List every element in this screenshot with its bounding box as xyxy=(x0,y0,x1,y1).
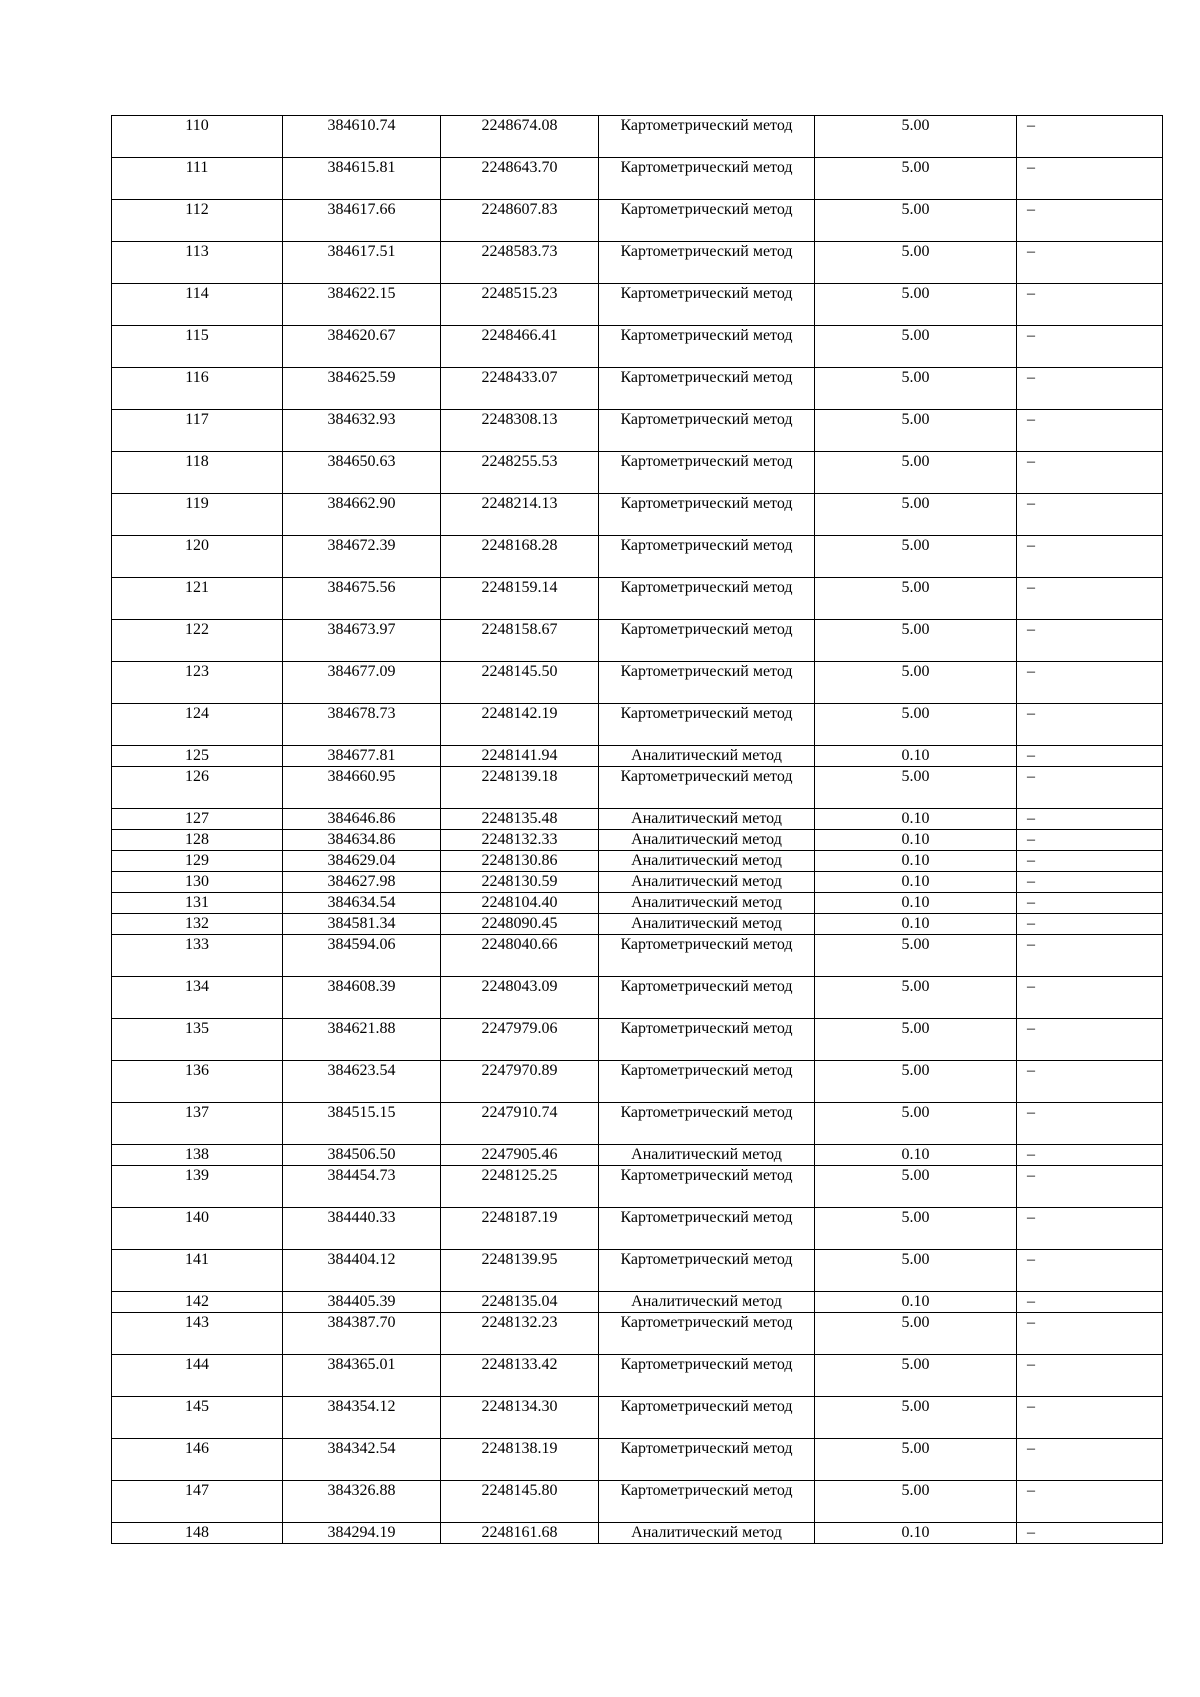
point-number-cell: 111 xyxy=(112,158,283,200)
point-number-cell: 144 xyxy=(112,1355,283,1397)
point-number-cell: 131 xyxy=(112,893,283,914)
description-cell: – xyxy=(1017,1292,1163,1313)
x-coordinate-cell: 384629.04 xyxy=(283,851,441,872)
point-number-cell: 133 xyxy=(112,935,283,977)
accuracy-cell: 5.00 xyxy=(815,200,1017,242)
y-coordinate-cell: 2248255.53 xyxy=(441,452,599,494)
method-cell: Картометрический метод xyxy=(599,284,815,326)
table-row xyxy=(112,1313,1163,1355)
point-number-cell: 147 xyxy=(112,1481,283,1523)
point-number-cell: 117 xyxy=(112,410,283,452)
x-coordinate-cell: 384354.12 xyxy=(283,1397,441,1439)
x-coordinate-cell: 384634.54 xyxy=(283,893,441,914)
accuracy-cell: 5.00 xyxy=(815,578,1017,620)
table-row xyxy=(112,410,1163,452)
x-coordinate-cell: 384387.70 xyxy=(283,1313,441,1355)
table-row xyxy=(112,1397,1163,1439)
point-number-cell: 137 xyxy=(112,1103,283,1145)
x-coordinate-cell: 384617.51 xyxy=(283,242,441,284)
x-coordinate-cell: 384506.50 xyxy=(283,1145,441,1166)
description-cell: – xyxy=(1017,767,1163,809)
description-cell: – xyxy=(1017,1397,1163,1439)
table-row xyxy=(112,494,1163,536)
y-coordinate-cell: 2248133.42 xyxy=(441,1355,599,1397)
table-row xyxy=(112,1439,1163,1481)
accuracy-cell: 0.10 xyxy=(815,872,1017,893)
accuracy-cell: 5.00 xyxy=(815,1061,1017,1103)
method-cell: Картометрический метод xyxy=(599,1355,815,1397)
y-coordinate-cell: 2248674.08 xyxy=(441,116,599,158)
method-cell: Картометрический метод xyxy=(599,935,815,977)
description-cell: – xyxy=(1017,368,1163,410)
accuracy-cell: 0.10 xyxy=(815,914,1017,935)
description-cell: – xyxy=(1017,494,1163,536)
table-row xyxy=(112,830,1163,851)
description-cell: – xyxy=(1017,1439,1163,1481)
point-number-cell: 119 xyxy=(112,494,283,536)
x-coordinate-cell: 384672.39 xyxy=(283,536,441,578)
table-row xyxy=(112,1061,1163,1103)
point-number-cell: 139 xyxy=(112,1166,283,1208)
point-number-cell: 124 xyxy=(112,704,283,746)
method-cell: Аналитический метод xyxy=(599,1523,815,1544)
x-coordinate-cell: 384677.81 xyxy=(283,746,441,767)
table-row xyxy=(112,1292,1163,1313)
y-coordinate-cell: 2247979.06 xyxy=(441,1019,599,1061)
table-row xyxy=(112,704,1163,746)
y-coordinate-cell: 2248135.48 xyxy=(441,809,599,830)
accuracy-cell: 5.00 xyxy=(815,410,1017,452)
point-number-cell: 118 xyxy=(112,452,283,494)
y-coordinate-cell: 2248132.33 xyxy=(441,830,599,851)
description-cell: – xyxy=(1017,1355,1163,1397)
point-number-cell: 134 xyxy=(112,977,283,1019)
coordinates-table xyxy=(111,115,1163,1544)
accuracy-cell: 5.00 xyxy=(815,1019,1017,1061)
description-cell: – xyxy=(1017,1145,1163,1166)
x-coordinate-cell: 384677.09 xyxy=(283,662,441,704)
method-cell: Картометрический метод xyxy=(599,1481,815,1523)
y-coordinate-cell: 2248130.59 xyxy=(441,872,599,893)
x-coordinate-cell: 384632.93 xyxy=(283,410,441,452)
x-coordinate-cell: 384634.86 xyxy=(283,830,441,851)
y-coordinate-cell: 2248132.23 xyxy=(441,1313,599,1355)
method-cell: Картометрический метод xyxy=(599,242,815,284)
method-cell: Картометрический метод xyxy=(599,1166,815,1208)
method-cell: Картометрический метод xyxy=(599,326,815,368)
accuracy-cell: 0.10 xyxy=(815,1292,1017,1313)
description-cell: – xyxy=(1017,452,1163,494)
accuracy-cell: 5.00 xyxy=(815,767,1017,809)
point-number-cell: 120 xyxy=(112,536,283,578)
accuracy-cell: 5.00 xyxy=(815,158,1017,200)
description-cell: – xyxy=(1017,536,1163,578)
description-cell: – xyxy=(1017,1523,1163,1544)
accuracy-cell: 5.00 xyxy=(815,1250,1017,1292)
method-cell: Картометрический метод xyxy=(599,1397,815,1439)
table-row xyxy=(112,767,1163,809)
table-row xyxy=(112,368,1163,410)
method-cell: Аналитический метод xyxy=(599,893,815,914)
table-row xyxy=(112,977,1163,1019)
y-coordinate-cell: 2248142.19 xyxy=(441,704,599,746)
method-cell: Картометрический метод xyxy=(599,1061,815,1103)
description-cell: – xyxy=(1017,809,1163,830)
y-coordinate-cell: 2248134.30 xyxy=(441,1397,599,1439)
x-coordinate-cell: 384622.15 xyxy=(283,284,441,326)
method-cell: Картометрический метод xyxy=(599,536,815,578)
method-cell: Картометрический метод xyxy=(599,578,815,620)
point-number-cell: 110 xyxy=(112,116,283,158)
y-coordinate-cell: 2248139.18 xyxy=(441,767,599,809)
accuracy-cell: 5.00 xyxy=(815,662,1017,704)
accuracy-cell: 5.00 xyxy=(815,452,1017,494)
table-row xyxy=(112,1481,1163,1523)
description-cell: – xyxy=(1017,830,1163,851)
accuracy-cell: 0.10 xyxy=(815,1523,1017,1544)
table-row xyxy=(112,452,1163,494)
accuracy-cell: 0.10 xyxy=(815,809,1017,830)
accuracy-cell: 5.00 xyxy=(815,1397,1017,1439)
x-coordinate-cell: 384646.86 xyxy=(283,809,441,830)
method-cell: Аналитический метод xyxy=(599,914,815,935)
description-cell: – xyxy=(1017,242,1163,284)
accuracy-cell: 5.00 xyxy=(815,536,1017,578)
point-number-cell: 140 xyxy=(112,1208,283,1250)
x-coordinate-cell: 384610.74 xyxy=(283,116,441,158)
description-cell: – xyxy=(1017,1208,1163,1250)
description-cell: – xyxy=(1017,1313,1163,1355)
description-cell: – xyxy=(1017,977,1163,1019)
description-cell: – xyxy=(1017,1061,1163,1103)
x-coordinate-cell: 384623.54 xyxy=(283,1061,441,1103)
y-coordinate-cell: 2247970.89 xyxy=(441,1061,599,1103)
y-coordinate-cell: 2248145.50 xyxy=(441,662,599,704)
description-cell: – xyxy=(1017,284,1163,326)
y-coordinate-cell: 2248141.94 xyxy=(441,746,599,767)
x-coordinate-cell: 384627.98 xyxy=(283,872,441,893)
y-coordinate-cell: 2248138.19 xyxy=(441,1439,599,1481)
point-number-cell: 138 xyxy=(112,1145,283,1166)
point-number-cell: 114 xyxy=(112,284,283,326)
point-number-cell: 122 xyxy=(112,620,283,662)
x-coordinate-cell: 384440.33 xyxy=(283,1208,441,1250)
method-cell: Картометрический метод xyxy=(599,662,815,704)
accuracy-cell: 0.10 xyxy=(815,851,1017,872)
table-row xyxy=(112,578,1163,620)
table-row xyxy=(112,1355,1163,1397)
accuracy-cell: 5.00 xyxy=(815,326,1017,368)
table-row xyxy=(112,242,1163,284)
x-coordinate-cell: 384617.66 xyxy=(283,200,441,242)
x-coordinate-cell: 384294.19 xyxy=(283,1523,441,1544)
method-cell: Аналитический метод xyxy=(599,746,815,767)
y-coordinate-cell: 2248139.95 xyxy=(441,1250,599,1292)
table-row xyxy=(112,809,1163,830)
point-number-cell: 145 xyxy=(112,1397,283,1439)
accuracy-cell: 5.00 xyxy=(815,1103,1017,1145)
point-number-cell: 148 xyxy=(112,1523,283,1544)
point-number-cell: 121 xyxy=(112,578,283,620)
point-number-cell: 128 xyxy=(112,830,283,851)
x-coordinate-cell: 384404.12 xyxy=(283,1250,441,1292)
accuracy-cell: 5.00 xyxy=(815,620,1017,662)
x-coordinate-cell: 384365.01 xyxy=(283,1355,441,1397)
point-number-cell: 125 xyxy=(112,746,283,767)
point-number-cell: 129 xyxy=(112,851,283,872)
y-coordinate-cell: 2248104.40 xyxy=(441,893,599,914)
accuracy-cell: 5.00 xyxy=(815,1439,1017,1481)
method-cell: Аналитический метод xyxy=(599,830,815,851)
table-row xyxy=(112,893,1163,914)
y-coordinate-cell: 2248158.67 xyxy=(441,620,599,662)
y-coordinate-cell: 2248161.68 xyxy=(441,1523,599,1544)
table-row xyxy=(112,935,1163,977)
x-coordinate-cell: 384405.39 xyxy=(283,1292,441,1313)
accuracy-cell: 5.00 xyxy=(815,368,1017,410)
accuracy-cell: 5.00 xyxy=(815,242,1017,284)
description-cell: – xyxy=(1017,872,1163,893)
method-cell: Картометрический метод xyxy=(599,368,815,410)
accuracy-cell: 5.00 xyxy=(815,935,1017,977)
description-cell: – xyxy=(1017,200,1163,242)
y-coordinate-cell: 2248130.86 xyxy=(441,851,599,872)
table-row xyxy=(112,116,1163,158)
y-coordinate-cell: 2248135.04 xyxy=(441,1292,599,1313)
point-number-cell: 123 xyxy=(112,662,283,704)
description-cell: – xyxy=(1017,116,1163,158)
table-row xyxy=(112,284,1163,326)
description-cell: – xyxy=(1017,158,1163,200)
y-coordinate-cell: 2248159.14 xyxy=(441,578,599,620)
description-cell: – xyxy=(1017,935,1163,977)
method-cell: Картометрический метод xyxy=(599,410,815,452)
method-cell: Картометрический метод xyxy=(599,704,815,746)
y-coordinate-cell: 2248607.83 xyxy=(441,200,599,242)
y-coordinate-cell: 2248515.23 xyxy=(441,284,599,326)
table-row xyxy=(112,914,1163,935)
description-cell: – xyxy=(1017,893,1163,914)
accuracy-cell: 5.00 xyxy=(815,284,1017,326)
y-coordinate-cell: 2247905.46 xyxy=(441,1145,599,1166)
description-cell: – xyxy=(1017,1166,1163,1208)
x-coordinate-cell: 384625.59 xyxy=(283,368,441,410)
method-cell: Картометрический метод xyxy=(599,1250,815,1292)
table-row xyxy=(112,1166,1163,1208)
table-row xyxy=(112,1019,1163,1061)
point-number-cell: 112 xyxy=(112,200,283,242)
table-row xyxy=(112,662,1163,704)
method-cell: Картометрический метод xyxy=(599,452,815,494)
table-row xyxy=(112,746,1163,767)
method-cell: Картометрический метод xyxy=(599,158,815,200)
y-coordinate-cell: 2248043.09 xyxy=(441,977,599,1019)
description-cell: – xyxy=(1017,851,1163,872)
accuracy-cell: 5.00 xyxy=(815,494,1017,536)
y-coordinate-cell: 2248040.66 xyxy=(441,935,599,977)
method-cell: Картометрический метод xyxy=(599,1313,815,1355)
x-coordinate-cell: 384620.67 xyxy=(283,326,441,368)
accuracy-cell: 0.10 xyxy=(815,830,1017,851)
point-number-cell: 116 xyxy=(112,368,283,410)
point-number-cell: 132 xyxy=(112,914,283,935)
x-coordinate-cell: 384673.97 xyxy=(283,620,441,662)
accuracy-cell: 5.00 xyxy=(815,116,1017,158)
x-coordinate-cell: 384678.73 xyxy=(283,704,441,746)
description-cell: – xyxy=(1017,662,1163,704)
description-cell: – xyxy=(1017,1019,1163,1061)
method-cell: Картометрический метод xyxy=(599,1103,815,1145)
accuracy-cell: 0.10 xyxy=(815,1145,1017,1166)
y-coordinate-cell: 2248466.41 xyxy=(441,326,599,368)
description-cell: – xyxy=(1017,1103,1163,1145)
table-row xyxy=(112,1103,1163,1145)
table-row xyxy=(112,200,1163,242)
table-row xyxy=(112,536,1163,578)
method-cell: Аналитический метод xyxy=(599,809,815,830)
method-cell: Картометрический метод xyxy=(599,1019,815,1061)
point-number-cell: 126 xyxy=(112,767,283,809)
y-coordinate-cell: 2247910.74 xyxy=(441,1103,599,1145)
description-cell: – xyxy=(1017,620,1163,662)
y-coordinate-cell: 2248168.28 xyxy=(441,536,599,578)
x-coordinate-cell: 384454.73 xyxy=(283,1166,441,1208)
y-coordinate-cell: 2248643.70 xyxy=(441,158,599,200)
description-cell: – xyxy=(1017,1481,1163,1523)
method-cell: Картометрический метод xyxy=(599,620,815,662)
method-cell: Картометрический метод xyxy=(599,1208,815,1250)
method-cell: Аналитический метод xyxy=(599,1292,815,1313)
description-cell: – xyxy=(1017,1250,1163,1292)
accuracy-cell: 5.00 xyxy=(815,1166,1017,1208)
method-cell: Картометрический метод xyxy=(599,767,815,809)
table-row xyxy=(112,326,1163,368)
table-row xyxy=(112,158,1163,200)
table-row xyxy=(112,1145,1163,1166)
description-cell: – xyxy=(1017,914,1163,935)
point-number-cell: 141 xyxy=(112,1250,283,1292)
accuracy-cell: 5.00 xyxy=(815,1313,1017,1355)
y-coordinate-cell: 2248145.80 xyxy=(441,1481,599,1523)
method-cell: Картометрический метод xyxy=(599,116,815,158)
accuracy-cell: 5.00 xyxy=(815,977,1017,1019)
x-coordinate-cell: 384608.39 xyxy=(283,977,441,1019)
x-coordinate-cell: 384660.95 xyxy=(283,767,441,809)
x-coordinate-cell: 384675.56 xyxy=(283,578,441,620)
table-row xyxy=(112,1523,1163,1544)
point-number-cell: 143 xyxy=(112,1313,283,1355)
point-number-cell: 127 xyxy=(112,809,283,830)
accuracy-cell: 0.10 xyxy=(815,746,1017,767)
accuracy-cell: 5.00 xyxy=(815,1208,1017,1250)
point-number-cell: 142 xyxy=(112,1292,283,1313)
table-row xyxy=(112,1250,1163,1292)
method-cell: Картометрический метод xyxy=(599,977,815,1019)
point-number-cell: 130 xyxy=(112,872,283,893)
y-coordinate-cell: 2248583.73 xyxy=(441,242,599,284)
table-row xyxy=(112,620,1163,662)
point-number-cell: 115 xyxy=(112,326,283,368)
x-coordinate-cell: 384662.90 xyxy=(283,494,441,536)
method-cell: Аналитический метод xyxy=(599,872,815,893)
x-coordinate-cell: 384342.54 xyxy=(283,1439,441,1481)
point-number-cell: 113 xyxy=(112,242,283,284)
method-cell: Картометрический метод xyxy=(599,1439,815,1481)
accuracy-cell: 0.10 xyxy=(815,893,1017,914)
description-cell: – xyxy=(1017,410,1163,452)
description-cell: – xyxy=(1017,746,1163,767)
table-row xyxy=(112,851,1163,872)
y-coordinate-cell: 2248433.07 xyxy=(441,368,599,410)
x-coordinate-cell: 384581.34 xyxy=(283,914,441,935)
x-coordinate-cell: 384326.88 xyxy=(283,1481,441,1523)
point-number-cell: 146 xyxy=(112,1439,283,1481)
table-row xyxy=(112,872,1163,893)
point-number-cell: 136 xyxy=(112,1061,283,1103)
accuracy-cell: 5.00 xyxy=(815,704,1017,746)
x-coordinate-cell: 384515.15 xyxy=(283,1103,441,1145)
y-coordinate-cell: 2248214.13 xyxy=(441,494,599,536)
accuracy-cell: 5.00 xyxy=(815,1481,1017,1523)
method-cell: Картометрический метод xyxy=(599,494,815,536)
description-cell: – xyxy=(1017,326,1163,368)
method-cell: Аналитический метод xyxy=(599,1145,815,1166)
method-cell: Картометрический метод xyxy=(599,200,815,242)
x-coordinate-cell: 384650.63 xyxy=(283,452,441,494)
x-coordinate-cell: 384615.81 xyxy=(283,158,441,200)
y-coordinate-cell: 2248090.45 xyxy=(441,914,599,935)
table-row xyxy=(112,1208,1163,1250)
y-coordinate-cell: 2248125.25 xyxy=(441,1166,599,1208)
description-cell: – xyxy=(1017,704,1163,746)
table-body xyxy=(112,116,1163,1544)
y-coordinate-cell: 2248187.19 xyxy=(441,1208,599,1250)
x-coordinate-cell: 384594.06 xyxy=(283,935,441,977)
y-coordinate-cell: 2248308.13 xyxy=(441,410,599,452)
accuracy-cell: 5.00 xyxy=(815,1355,1017,1397)
method-cell: Аналитический метод xyxy=(599,851,815,872)
point-number-cell: 135 xyxy=(112,1019,283,1061)
description-cell: – xyxy=(1017,578,1163,620)
x-coordinate-cell: 384621.88 xyxy=(283,1019,441,1061)
